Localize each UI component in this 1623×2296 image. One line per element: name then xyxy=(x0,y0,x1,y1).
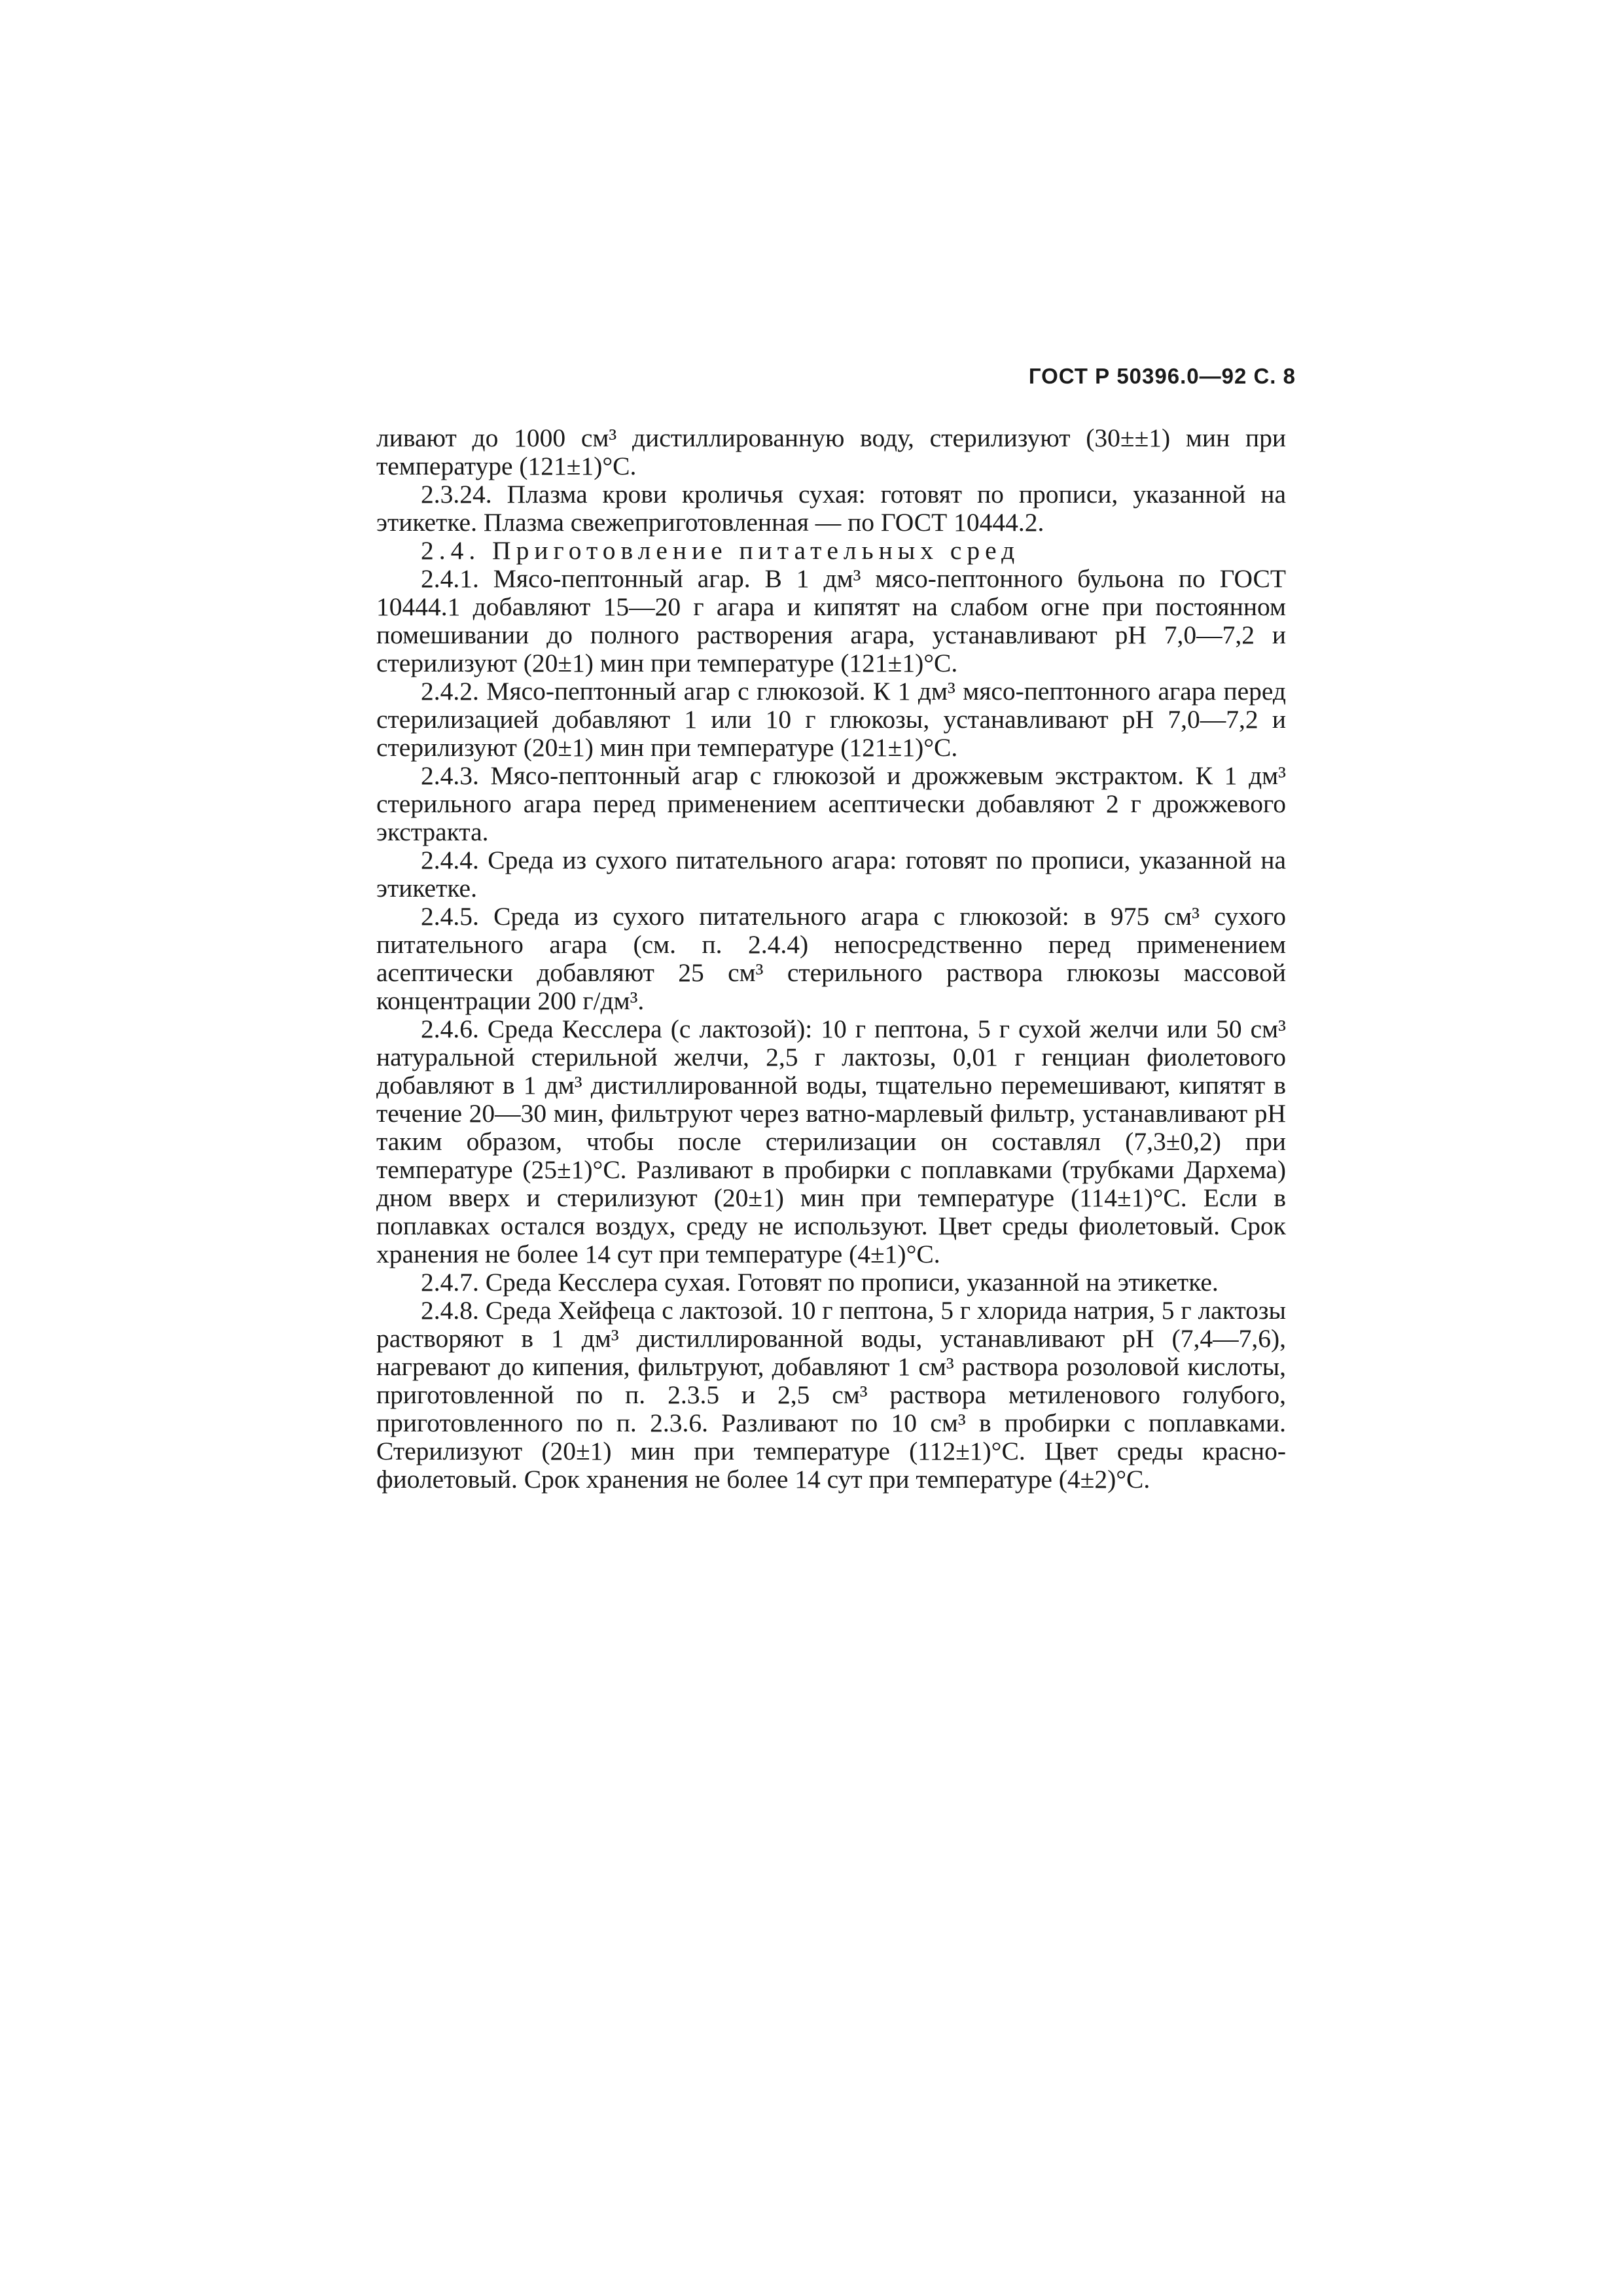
paragraph-2-4-4: 2.4.4. Среда из сухого питательного агара: готовят по прописи, указанной на этикетке. xyxy=(376,846,1286,903)
paragraph-2-4-6: 2.4.6. Среда Кесслера (с лактозой): 10 г пептона, 5 г сухой желчи или 50 см³ натуральной стерильной желчи, 2,5 г лактозы, 0,01 г генциан фиолетового добавляют в 1 дм³ дистиллированной воды, тщательно перемешивают, кипятят в течение 20—30 мин, фильтруют через ватно-марлевый фильтр, устанавливают рН таким образом, чтобы после стерилизации он составлял (7,3±0,2) при температуре (25±1)°С. Разливают в пробирки с поплавками (трубками Дархема) дном вверх и стерилизуют (20±1) мин при температуре (114±1)°С. Если в поплавках остался воздух, среду не используют. Цвет среды фиолетовый. Срок хранения не более 14 сут при температуре (4±1)°С. xyxy=(376,1014,1286,1268)
paragraph-2-4-3: 2.4.3. Мясо-пептонный агар с глюкозой и дрожжевым экстрактом. К 1 дм³ стерильного агара перед применением асептически добавляют 2 г дрожжевого экстракта. xyxy=(376,761,1286,846)
paragraph-2-4-7: 2.4.7. Среда Кесслера сухая. Готовят по прописи, указанной на этикетке. xyxy=(421,1268,1219,1297)
paragraph-2-4-2: 2.4.2. Мясо-пептонный агар с глюкозой. К 1 дм³ мясо-пептонного агара перед стерилизацией добавляют 1 или 10 г глюкозы, устанавливают рН 7,0—7,2 и стерилизуют (20±1) мин при температуре (121±1)°С. xyxy=(376,677,1286,762)
document-body xyxy=(376,424,1286,1494)
paragraph-continuation: ливают до 1000 см³ дистиллированную воду, стерилизуют (30±±1) мин при температуре (121±1)°С. xyxy=(376,423,1286,480)
page-header: ГОСТ Р 50396.0—92 С. 8 xyxy=(1028,364,1296,388)
paragraph-2-4-1: 2.4.1. Мясо-пептонный агар. В 1 дм³ мясо-пептонного бульона по ГОСТ 10444.1 добавляют 15—20 г агара и кипятят на слабом огне при постоянном помешивании до полного растворения агара, устанавливают рН 7,0—7,2 и стерилизуют (20±1) мин при температуре (121±1)°С. xyxy=(376,564,1286,677)
paragraph-2-4-8: 2.4.8. Среда Хейфеца с лактозой. 10 г пептона, 5 г хлорида натрия, 5 г лактозы растворяют в 1 дм³ дистиллированной воды, устанавливают рН (7,4—7,6), нагревают до кипения, фильтруют, добавляют 1 см³ раствора розоловой кислоты, приготовленной по п. 2.3.5 и 2,5 см³ раствора метиленового голубого, приготовленного по п. 2.3.6. Разливают по 10 см³ в пробирки с поплавками. Стерилизуют (20±1) мин при температуре (112±1)°С. Цвет среды красно-фиолетовый. Срок хранения не более 14 сут при температуре (4±2)°С. xyxy=(376,1296,1286,1494)
paragraph-2-4-5: 2.4.5. Среда из сухого питательного агара с глюкозой: в 975 см³ сухого питательного агара (см. п. 2.4.4) непосредственно перед применением асептически добавляют 25 см³ стерильного раствора глюкозы массовой концентрации 200 г/дм³. xyxy=(376,902,1286,1015)
paragraph-2-3-24: 2.3.24. Плазма крови кроличья сухая: готовят по прописи, указанной на этикетке. Плазма свежеприготовленная — по ГОСТ 10444.2. xyxy=(376,480,1286,537)
section-heading-2-4: 2.4. Приготовление питательных сред xyxy=(421,536,1020,565)
